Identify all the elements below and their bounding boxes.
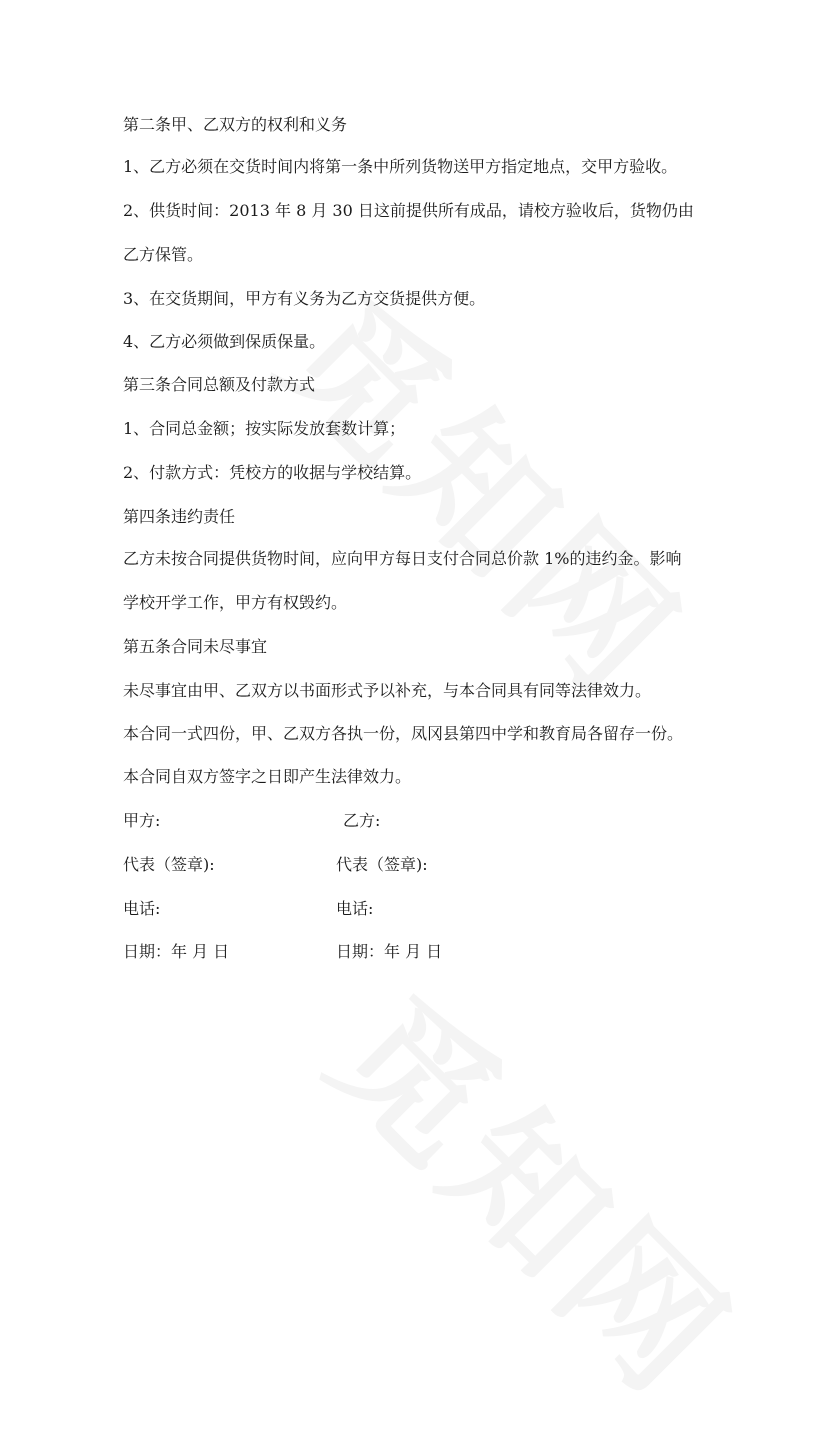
watermark [244,242,736,734]
party-a-representative: 代表（签章): [123,855,215,874]
section-5-heading: 第五条合同未尽事宜 [123,637,268,656]
section-2-item-4: 4、乙方必须做到保质保量。 [123,332,326,351]
watermark [294,942,786,1434]
section-5-line-3: 本合同自双方签字之日即产生法律效力。 [123,767,412,786]
section-4-line-1: 乙方未按合同提供货物时间，应向甲方每日支付合同总价款 1%的违约金。影响 [123,549,682,568]
section-5-line-1: 未尽事宜由甲、乙双方以书面形式予以补充，与本合同具有同等法律效力。 [123,681,652,700]
party-a-phone: 电话: [123,899,161,918]
party-a-date: 日期：年 月 日 [123,942,230,961]
section-5-line-2: 本合同一式四份，甲、乙双方各执一份，凤冈县第四中学和教育局各留存一份。 [123,724,684,743]
section-2-item-1: 1、乙方必须在交货时间内将第一条中所列货物送甲方指定地点，交甲方验收。 [123,157,678,176]
party-b-label: 乙方: [343,811,381,830]
party-b-representative: 代表（签章): [336,855,428,874]
section-3-heading: 第三条合同总额及付款方式 [123,375,316,394]
party-b-phone: 电话: [336,899,374,918]
section-2-item-3: 3、在交货期间，甲方有义务为乙方交货提供方便。 [123,289,486,308]
party-a-label: 甲方: [123,811,161,830]
party-b-date: 日期：年 月 日 [336,942,443,961]
section-4-heading: 第四条违约责任 [123,507,236,526]
section-2-heading: 第二条甲、乙双方的权利和义务 [123,115,348,134]
section-2-item-2-line-1: 2、供货时间：2013 年 8 月 30 日这前提供所有成品，请校方验收后，货物仍由 [123,201,694,220]
section-4-line-2: 学校开学工作，甲方有权毁约。 [123,593,348,612]
section-3-item-1: 1、合同总金额；按实际发放套数计算； [123,419,406,438]
section-2-item-2-line-2: 乙方保管。 [123,245,204,264]
section-3-item-2: 2、付款方式：凭校方的收据与学校结算。 [123,463,422,482]
